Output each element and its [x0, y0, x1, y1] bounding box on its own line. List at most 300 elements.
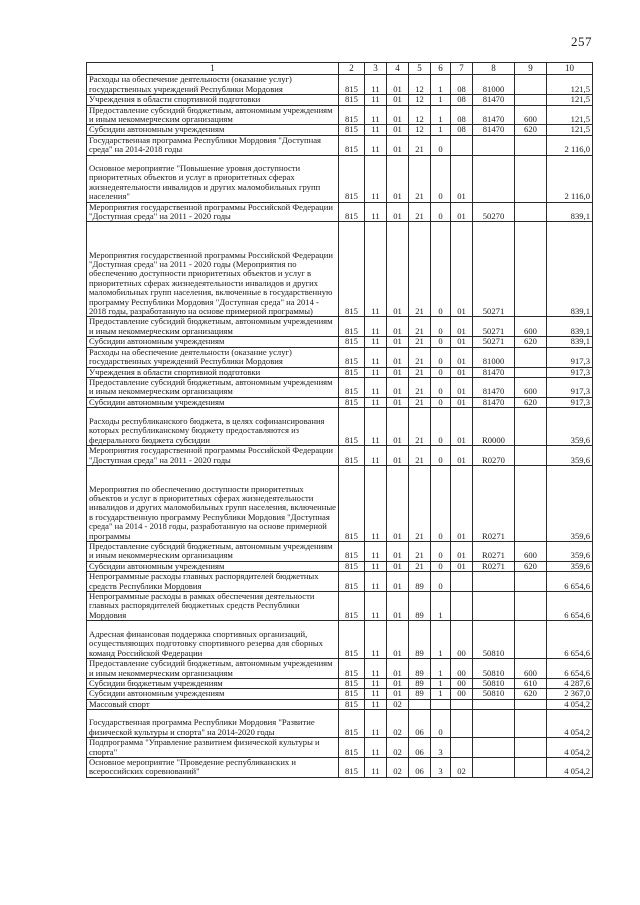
code-cell	[473, 738, 515, 758]
code-cell: 815	[339, 202, 365, 222]
amount-cell: 839,1	[547, 202, 593, 222]
row-name-cell: Подпрограмма "Управление развитием физической культуры и спорта"	[87, 738, 339, 758]
code-cell: 0	[431, 135, 451, 155]
code-cell	[409, 699, 431, 709]
code-cell	[451, 572, 473, 592]
code-cell	[473, 699, 515, 709]
code-cell: 1	[431, 125, 451, 135]
table-row	[87, 710, 593, 738]
code-cell: 89	[409, 591, 431, 620]
row-name-cell: Расходы республиканского бюджета, в целях софинансирования которых республиканскому бюджету предоставляются из федерального бюджета субсидии	[87, 408, 339, 446]
table-row	[87, 659, 593, 679]
code-cell: 21	[409, 465, 431, 541]
code-cell: 11	[365, 222, 387, 317]
code-cell: 11	[365, 710, 387, 738]
code-cell: 21	[409, 446, 431, 466]
row-name-cell: Расходы на обеспечение деятельности (оказание услуг) государственных учреждений Республики Мордовия	[87, 347, 339, 367]
code-cell: 600	[515, 317, 547, 337]
code-cell: 01	[387, 317, 409, 337]
code-cell: 01	[387, 465, 409, 541]
code-cell: 01	[387, 679, 409, 689]
row-name-cell: Расходы на обеспечение деятельности (оказание услуг) государственных учреждений Республики Мордовия	[87, 75, 339, 95]
code-cell: 81000	[473, 347, 515, 367]
code-cell: 01	[387, 659, 409, 679]
row-name-cell: Предоставление субсидий бюджетным, автономным учреждениям и иным некоммерческим организациям	[87, 105, 339, 125]
amount-cell: 839,1	[547, 317, 593, 337]
code-cell: 11	[365, 202, 387, 222]
header-cell: 10	[547, 63, 593, 75]
amount-cell: 121,5	[547, 105, 593, 125]
header-cell: 3	[365, 63, 387, 75]
code-cell	[515, 621, 547, 659]
code-cell: 3	[431, 758, 451, 778]
code-cell: 01	[387, 367, 409, 377]
code-cell: 21	[409, 377, 431, 397]
code-cell: 1	[431, 95, 451, 105]
code-cell	[515, 367, 547, 377]
code-cell: 1	[431, 659, 451, 679]
code-cell: 0	[431, 465, 451, 541]
code-cell: 815	[339, 75, 365, 95]
code-cell: R0271	[473, 561, 515, 571]
code-cell: 89	[409, 621, 431, 659]
code-cell: 1	[431, 621, 451, 659]
code-cell: 11	[365, 572, 387, 592]
amount-cell: 839,1	[547, 337, 593, 347]
code-cell: 50270	[473, 202, 515, 222]
table-row	[87, 689, 593, 699]
amount-cell: 2 116,0	[547, 155, 593, 202]
row-name-cell: Государственная программа Республики Мордовия "Доступная среда" на 2014-2018 годы	[87, 135, 339, 155]
code-cell	[515, 135, 547, 155]
code-cell	[473, 710, 515, 738]
code-cell: 01	[451, 446, 473, 466]
row-name-cell: Основное мероприятие "Повышение уровня доступности приоритетных объектов и услуг в приоритетных сферах жизнедеятельности инвалидов и других маломобильных групп населения"	[87, 155, 339, 202]
code-cell: 02	[451, 758, 473, 778]
code-cell: 01	[387, 337, 409, 347]
code-cell: 12	[409, 105, 431, 125]
code-cell: 89	[409, 679, 431, 689]
code-cell	[473, 155, 515, 202]
code-cell: 01	[451, 337, 473, 347]
code-cell: 1	[431, 679, 451, 689]
code-cell: 11	[365, 659, 387, 679]
row-name-cell: Мероприятия государственной программы Российской Федерации "Доступная среда" на 2011 - 2020 годы (Мероприятия по обеспечению доступности приоритетных объектов и услуг в приоритетных сферах жизнедеятельности инвалидов и других маломобильных групп населения, включенные в государственную программу Республики Мордовия "Доступная среда" на 2014 - 2018 годы, разработанную на основе примерной программы)	[87, 222, 339, 317]
code-cell: 11	[365, 561, 387, 571]
header-cell: 8	[473, 63, 515, 75]
code-cell: 50810	[473, 679, 515, 689]
code-cell: 11	[365, 397, 387, 407]
code-cell	[515, 446, 547, 466]
code-cell	[515, 699, 547, 709]
code-cell: 01	[451, 465, 473, 541]
code-cell: 01	[451, 347, 473, 367]
code-cell: 01	[387, 105, 409, 125]
code-cell	[515, 222, 547, 317]
code-cell	[431, 699, 451, 709]
code-cell: 815	[339, 222, 365, 317]
amount-cell: 359,6	[547, 541, 593, 561]
code-cell: 11	[365, 155, 387, 202]
code-cell: R0271	[473, 541, 515, 561]
table-row	[87, 621, 593, 659]
code-cell	[515, 408, 547, 446]
code-cell: 00	[451, 621, 473, 659]
code-cell: 815	[339, 377, 365, 397]
amount-cell: 917,3	[547, 367, 593, 377]
code-cell: 01	[387, 561, 409, 571]
code-cell: 815	[339, 679, 365, 689]
code-cell: 21	[409, 155, 431, 202]
row-name-cell: Основное мероприятие "Проведение республиканских и всероссийских соревнований"	[87, 758, 339, 778]
code-cell: 00	[451, 679, 473, 689]
code-cell: 01	[387, 689, 409, 699]
code-cell: 0	[431, 572, 451, 592]
table-row	[87, 591, 593, 620]
code-cell: 815	[339, 561, 365, 571]
code-cell	[451, 135, 473, 155]
code-cell: 01	[387, 202, 409, 222]
code-cell: 815	[339, 125, 365, 135]
code-cell: 815	[339, 710, 365, 738]
code-cell: 01	[387, 125, 409, 135]
code-cell: 11	[365, 689, 387, 699]
row-name-cell: Непрограммные расходы главных распорядителей бюджетных средств Республики Мордовия	[87, 572, 339, 592]
code-cell: 620	[515, 561, 547, 571]
amount-cell: 4 054,2	[547, 710, 593, 738]
code-cell: 50271	[473, 222, 515, 317]
amount-cell: 121,5	[547, 75, 593, 95]
code-cell: 21	[409, 222, 431, 317]
code-cell	[515, 572, 547, 592]
code-cell: 81470	[473, 367, 515, 377]
table-row	[87, 105, 593, 125]
amount-cell: 359,6	[547, 561, 593, 571]
code-cell: 600	[515, 541, 547, 561]
code-cell	[473, 572, 515, 592]
code-cell: 11	[365, 408, 387, 446]
code-cell: 815	[339, 758, 365, 778]
code-cell: 11	[365, 95, 387, 105]
table-row	[87, 75, 593, 95]
table-row	[87, 397, 593, 407]
code-cell	[515, 347, 547, 367]
table-row	[87, 155, 593, 202]
code-cell: 620	[515, 689, 547, 699]
row-name-cell: Субсидии автономным учреждениям	[87, 397, 339, 407]
code-cell: 815	[339, 317, 365, 337]
code-cell: 01	[451, 377, 473, 397]
header-cell: 2	[339, 63, 365, 75]
code-cell: 12	[409, 95, 431, 105]
table-row	[87, 125, 593, 135]
code-cell: 21	[409, 408, 431, 446]
code-cell: 21	[409, 541, 431, 561]
amount-cell: 359,6	[547, 446, 593, 466]
code-cell: 08	[451, 75, 473, 95]
code-cell	[515, 710, 547, 738]
code-cell: 11	[365, 541, 387, 561]
amount-cell: 4 054,2	[547, 699, 593, 709]
code-cell: 02	[387, 758, 409, 778]
row-name-cell: Государственная программа Республики Мордовия "Развитие физической культуры и спорта" на 2014-2020 годы	[87, 710, 339, 738]
code-cell: 89	[409, 572, 431, 592]
code-cell: 02	[387, 710, 409, 738]
code-cell: 06	[409, 710, 431, 738]
code-cell: 81470	[473, 105, 515, 125]
table-body	[87, 75, 593, 777]
row-name-cell: Субсидии автономным учреждениям	[87, 561, 339, 571]
code-cell: 01	[451, 367, 473, 377]
code-cell: 11	[365, 337, 387, 347]
code-cell: 815	[339, 367, 365, 377]
code-cell: 0	[431, 317, 451, 337]
code-cell	[515, 758, 547, 778]
row-name-cell: Массовый спорт	[87, 699, 339, 709]
code-cell: 01	[387, 135, 409, 155]
row-name-cell: Мероприятия государственной программы Российской Федерации "Доступная среда" на 2011 - 2020 годы	[87, 446, 339, 466]
code-cell: 0	[431, 202, 451, 222]
code-cell: 815	[339, 105, 365, 125]
code-cell: 50271	[473, 337, 515, 347]
code-cell: 81470	[473, 397, 515, 407]
code-cell: 06	[409, 738, 431, 758]
code-cell: 11	[365, 679, 387, 689]
code-cell: 11	[365, 347, 387, 367]
code-cell: 0	[431, 561, 451, 571]
amount-cell: 917,3	[547, 347, 593, 367]
code-cell	[515, 155, 547, 202]
amount-cell: 917,3	[547, 397, 593, 407]
code-cell	[515, 75, 547, 95]
code-cell: 0	[431, 222, 451, 317]
row-name-cell: Предоставление субсидий бюджетным, автономным учреждениям и иным некоммерческим организациям	[87, 317, 339, 337]
header-cell: 6	[431, 63, 451, 75]
table-row	[87, 699, 593, 709]
code-cell	[515, 591, 547, 620]
code-cell	[515, 465, 547, 541]
code-cell: 89	[409, 659, 431, 679]
code-cell: 11	[365, 377, 387, 397]
code-cell: R0000	[473, 408, 515, 446]
header-cell: 7	[451, 63, 473, 75]
code-cell	[473, 591, 515, 620]
code-cell: 815	[339, 135, 365, 155]
code-cell: 0	[431, 337, 451, 347]
code-cell: 11	[365, 591, 387, 620]
code-cell: 0	[431, 446, 451, 466]
code-cell: 50810	[473, 689, 515, 699]
code-cell: 01	[451, 317, 473, 337]
code-cell: 0	[431, 710, 451, 738]
table-row	[87, 446, 593, 466]
table-row	[87, 572, 593, 592]
code-cell	[515, 95, 547, 105]
code-cell: 815	[339, 397, 365, 407]
row-name-cell: Адресная финансовая поддержка спортивных организаций, осуществляющих подготовку спортивного резерва для сборных команд Российской Федерации	[87, 621, 339, 659]
code-cell: 815	[339, 591, 365, 620]
code-cell: 11	[365, 367, 387, 377]
row-name-cell: Учреждения в области спортивной подготовки	[87, 95, 339, 105]
table-row	[87, 222, 593, 317]
code-cell: 0	[431, 377, 451, 397]
row-name-cell: Субсидии бюджетным учреждениям	[87, 679, 339, 689]
code-cell: 11	[365, 758, 387, 778]
amount-cell: 4 054,2	[547, 738, 593, 758]
amount-cell: 121,5	[547, 125, 593, 135]
code-cell: 01	[387, 591, 409, 620]
code-cell: 02	[387, 699, 409, 709]
amount-cell: 6 654,6	[547, 621, 593, 659]
table-header-row	[87, 63, 593, 75]
code-cell: 21	[409, 135, 431, 155]
code-cell: 01	[451, 408, 473, 446]
code-cell: 0	[431, 541, 451, 561]
code-cell: 21	[409, 397, 431, 407]
code-cell: 01	[387, 408, 409, 446]
code-cell	[515, 202, 547, 222]
amount-cell: 839,1	[547, 222, 593, 317]
code-cell: 50810	[473, 659, 515, 679]
code-cell: 815	[339, 446, 365, 466]
code-cell: 815	[339, 738, 365, 758]
code-cell: 1	[431, 75, 451, 95]
table-row	[87, 561, 593, 571]
code-cell: 11	[365, 317, 387, 337]
code-cell: 01	[451, 155, 473, 202]
code-cell: 01	[387, 75, 409, 95]
code-cell: 01	[387, 155, 409, 202]
table-row	[87, 202, 593, 222]
code-cell: 01	[451, 202, 473, 222]
code-cell: 89	[409, 689, 431, 699]
row-name-cell: Мероприятия по обеспечению доступности приоритетных объектов и услуг в приоритетных сферах жизнедеятельности инвалидов и других маломобильных групп населения, включенные в государственную программу Республики Мордовия "Доступная среда" на 2014 - 2018 годы, разработанную на основе примерной программы	[87, 465, 339, 541]
table-row	[87, 135, 593, 155]
table-row	[87, 758, 593, 778]
code-cell: 11	[365, 105, 387, 125]
table-row	[87, 367, 593, 377]
budget-table	[86, 62, 593, 778]
amount-cell: 917,3	[547, 377, 593, 397]
code-cell: 12	[409, 125, 431, 135]
code-cell	[451, 710, 473, 738]
code-cell	[515, 738, 547, 758]
table-row	[87, 679, 593, 689]
row-name-cell: Предоставление субсидий бюджетным, автономным учреждениям и иным некоммерческим организациям	[87, 659, 339, 679]
header-cell: 1	[87, 63, 339, 75]
table-row	[87, 377, 593, 397]
code-cell: 815	[339, 347, 365, 367]
code-cell: 0	[431, 367, 451, 377]
code-cell: 01	[387, 377, 409, 397]
row-name-cell: Субсидии автономным учреждениям	[87, 125, 339, 135]
code-cell: 11	[365, 446, 387, 466]
code-cell: 21	[409, 202, 431, 222]
code-cell: 08	[451, 125, 473, 135]
code-cell: 610	[515, 679, 547, 689]
code-cell: 11	[365, 75, 387, 95]
code-cell: 11	[365, 621, 387, 659]
code-cell: 00	[451, 689, 473, 699]
code-cell	[473, 758, 515, 778]
code-cell: 815	[339, 408, 365, 446]
code-cell: 0	[431, 397, 451, 407]
code-cell: 815	[339, 465, 365, 541]
table-row	[87, 738, 593, 758]
amount-cell: 2 116,0	[547, 135, 593, 155]
table-row	[87, 541, 593, 561]
code-cell: 815	[339, 659, 365, 679]
code-cell: 11	[365, 699, 387, 709]
amount-cell: 4 054,2	[547, 758, 593, 778]
code-cell: 81470	[473, 125, 515, 135]
code-cell: 21	[409, 337, 431, 347]
code-cell: 81000	[473, 75, 515, 95]
header-cell: 9	[515, 63, 547, 75]
code-cell: 01	[387, 95, 409, 105]
table-row	[87, 95, 593, 105]
code-cell: 21	[409, 367, 431, 377]
amount-cell: 121,5	[547, 95, 593, 105]
code-cell: 0	[431, 408, 451, 446]
table-row	[87, 337, 593, 347]
code-cell: 815	[339, 699, 365, 709]
code-cell: 600	[515, 659, 547, 679]
code-cell: 11	[365, 738, 387, 758]
code-cell: 620	[515, 337, 547, 347]
code-cell: 01	[387, 446, 409, 466]
code-cell: 02	[387, 738, 409, 758]
code-cell: 01	[387, 347, 409, 367]
code-cell: 620	[515, 125, 547, 135]
header-cell: 5	[409, 63, 431, 75]
code-cell: 01	[387, 541, 409, 561]
row-name-cell: Предоставление субсидий бюджетным, автономным учреждениям и иным некоммерческим организациям	[87, 377, 339, 397]
code-cell: 01	[451, 561, 473, 571]
amount-cell: 2 367,0	[547, 689, 593, 699]
code-cell: 1	[431, 591, 451, 620]
code-cell: 21	[409, 561, 431, 571]
code-cell: 0	[431, 155, 451, 202]
code-cell: 01	[387, 572, 409, 592]
row-name-cell: Учреждения в области спортивной подготовки	[87, 367, 339, 377]
code-cell: 1	[431, 689, 451, 699]
code-cell: 600	[515, 105, 547, 125]
code-cell: 0	[431, 347, 451, 367]
code-cell: 620	[515, 397, 547, 407]
amount-cell: 359,6	[547, 408, 593, 446]
code-cell: 81470	[473, 377, 515, 397]
code-cell: 815	[339, 689, 365, 699]
code-cell: 12	[409, 75, 431, 95]
row-name-cell: Мероприятия государственной программы Российской Федерации "Доступная среда" на 2011 - 2020 годы	[87, 202, 339, 222]
code-cell: 01	[451, 222, 473, 317]
amount-cell: 6 654,6	[547, 591, 593, 620]
code-cell: R0271	[473, 465, 515, 541]
code-cell: 3	[431, 738, 451, 758]
code-cell: R0270	[473, 446, 515, 466]
code-cell: 50271	[473, 317, 515, 337]
code-cell: 1	[431, 105, 451, 125]
code-cell	[451, 699, 473, 709]
code-cell: 01	[387, 397, 409, 407]
code-cell: 11	[365, 125, 387, 135]
amount-cell: 6 654,6	[547, 659, 593, 679]
code-cell: 06	[409, 758, 431, 778]
code-cell	[473, 135, 515, 155]
header-cell: 4	[387, 63, 409, 75]
code-cell: 01	[387, 222, 409, 317]
